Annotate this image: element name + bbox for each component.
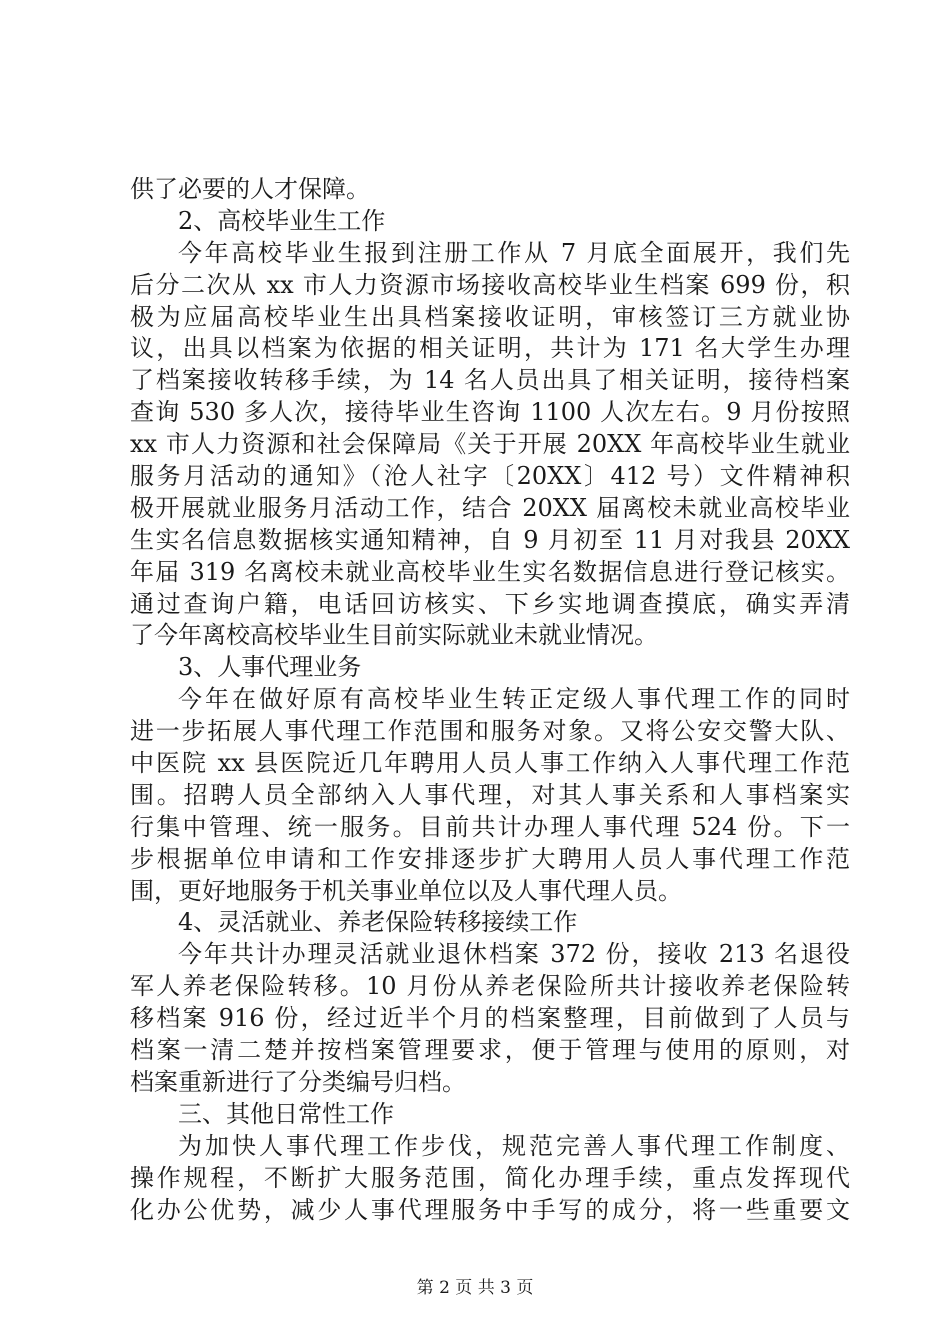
text-line: 围。招聘人员全部纳入人事代理，对其人事关系和人事档案实 [130, 780, 850, 809]
text-line: 了今年离校高校毕业生目前实际就业未就业情况。 [130, 621, 658, 650]
text-line: 档案重新进行了分类编号归档。 [130, 1067, 466, 1096]
text-line: 今年共计办理灵活就业退休档案 372 份，接收 213 名退役 [178, 940, 850, 969]
text-line: 军人养老保险转移。10 月份从养老保险所共计接收养老保险转 [130, 972, 850, 1001]
text-line: 化办公优势，减少人事代理服务中手写的成分，将一些重要文 [130, 1195, 850, 1224]
text-line: 极为应届高校毕业生出具档案接收证明，审核签订三方就业协 [130, 302, 850, 331]
text-line: 操作规程，不断扩大服务范围，简化办理手续，重点发挥现代 [130, 1163, 850, 1192]
text-line: 通过查询户籍，电话回访核实、下乡实地调查摸底，确实弄清 [130, 589, 850, 618]
text-line: 今年在做好原有高校毕业生转正定级人事代理工作的同时 [178, 685, 850, 714]
text-line: 进一步拓展人事代理工作范围和服务对象。又将公安交警大队、 [130, 717, 850, 746]
text-line: 今年高校毕业生报到注册工作从 7 月底全面展开，我们先 [178, 238, 850, 267]
text-line: 三、其他日常性工作 [178, 1099, 394, 1128]
text-line: 查询 530 多人次，接待毕业生咨询 1100 人次左右。9 月份按照 [130, 398, 850, 427]
page-number-footer: 第 2 页 共 3 页 [416, 1278, 534, 1298]
text-line: 供了必要的人才保障。 [130, 175, 370, 203]
text-line: 生实名信息数据核实通知精神，自 9 月初至 11 月对我县 20XX [130, 525, 850, 554]
text-line: 后分二次从 xx 市人力资源市场接收高校毕业生档案 699 份，积 [130, 270, 850, 299]
text-line: 极开展就业服务月活动工作，结合 20XX 届离校未就业高校毕业 [130, 493, 850, 522]
text-line: 为加快人事代理工作步伐，规范完善人事代理工作制度、 [178, 1131, 850, 1160]
text-line: 行集中管理、统一服务。目前共计办理人事代理 524 份。下一 [130, 812, 850, 841]
text-line: 移档案 916 份，经过近半个月的档案整理，目前做到了人员与 [130, 1004, 850, 1033]
text-line: xx 市人力资源和社会保障局《关于开展 20XX 年高校毕业生就业 [130, 430, 850, 459]
text-line: 步根据单位申请和工作安排逐步扩大聘用人员人事代理工作范 [130, 844, 850, 873]
text-line: 中医院 xx 县医院近几年聘用人员人事工作纳入人事代理工作范 [130, 749, 850, 778]
text-line: 围，更好地服务于机关事业单位以及人事代理人员。 [130, 876, 682, 905]
text-line: 2、高校毕业生工作 [178, 206, 386, 235]
text-line: 4、灵活就业、养老保险转移接续工作 [178, 908, 578, 937]
text-line: 3、人事代理业务 [178, 653, 362, 682]
text-line: 年届 319 名离校未就业高校毕业生实名数据信息进行登记核实。 [130, 557, 850, 586]
text-line: 了档案接收转移手续，为 14 名人员出具了相关证明，接待档案 [130, 366, 850, 395]
document-body [130, 174, 850, 1226]
text-line: 议，出具以档案为依据的相关证明，共计为 171 名大学生办理 [130, 334, 850, 363]
text-line: 档案一清二楚并按档案管理要求，便于管理与使用的原则，对 [130, 1036, 850, 1065]
text-line: 服务月活动的通知》（沧人社字〔20XX〕412 号）文件精神积 [130, 462, 850, 491]
